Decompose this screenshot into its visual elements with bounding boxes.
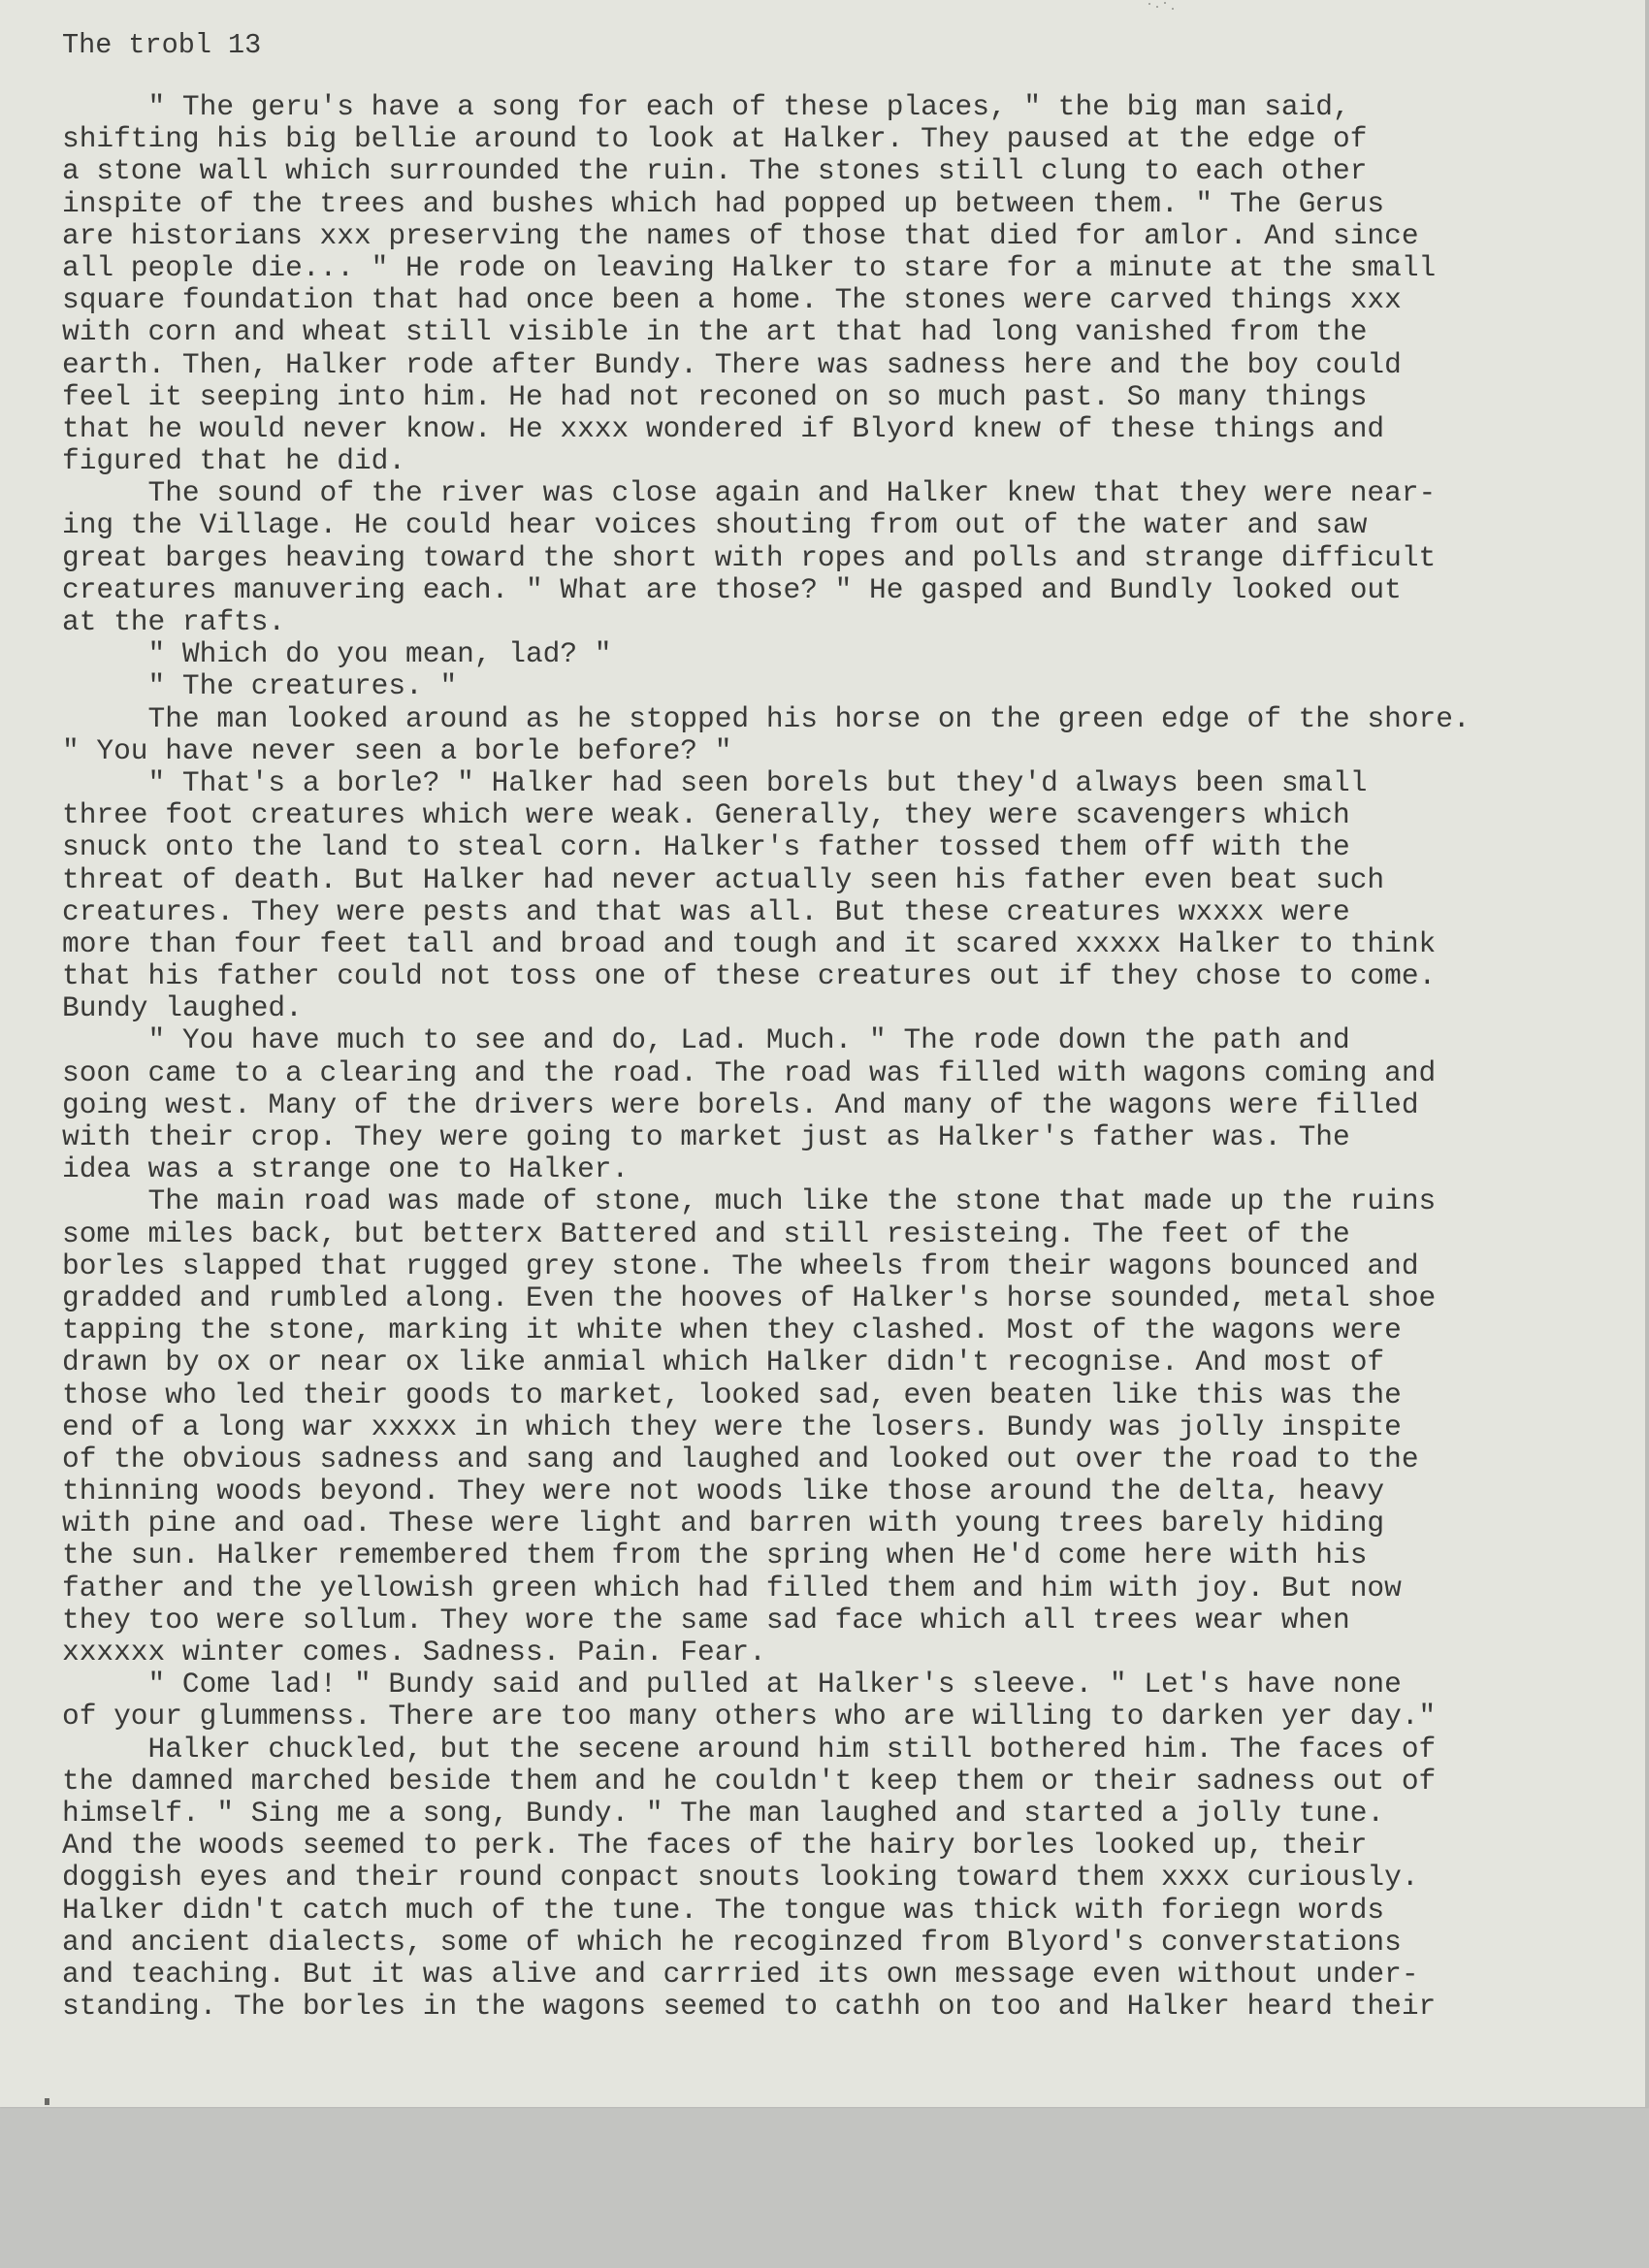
text-line: tapping the stone, marking it white when they clashed. Most of the wagons were xyxy=(62,1313,1402,1347)
page-header: The trobl 13 xyxy=(62,29,262,61)
text-line: drawn by ox or near ox like anmial which Halker didn't recognise. And most of xyxy=(62,1345,1385,1379)
text-line: some miles back, but betterx Battered and still resisteing. The feet of the xyxy=(62,1216,1350,1250)
text-line: with pine and oad. These were light and barren with young trees barely hiding xyxy=(62,1507,1385,1540)
text-line: three foot creatures which were weak. Generally, they were scavengers which xyxy=(62,798,1350,832)
text-line: end of a long war xxxxx in which they were the losers. Bundy was jolly inspite xyxy=(62,1409,1402,1443)
text-line: that he would never know. He xxxx wondered if Blyord knew of these things and xyxy=(62,411,1385,445)
text-line: " The creatures. " xyxy=(62,669,458,703)
text-line: figured that he did. xyxy=(62,444,406,478)
text-line: " Which do you mean, lad? " xyxy=(62,637,612,671)
text-line: " The geru's have a song for each of these places, " the big man said, xyxy=(62,90,1350,123)
text-line: himself. " Sing me a song, Bundy. " The man laughed and started a jolly tune. xyxy=(62,1796,1385,1830)
text-line: The main road was made of stone, much like the stone that made up the ruins xyxy=(62,1184,1437,1218)
text-line: The man looked around as he stopped his horse on the green edge of the shore. xyxy=(62,701,1471,735)
text-line: creatures manuvering each. " What are those? " He gasped and Bundly looked out xyxy=(62,572,1402,606)
text-line: And the woods seemed to perk. The faces of the hairy borles looked up, their xyxy=(62,1829,1368,1863)
text-line: creatures. They were pests and that was all. But these creatures wxxxx were xyxy=(62,894,1350,928)
text-line: feel it seeping into him. He had not reconed on so much past. So many things xyxy=(62,379,1368,413)
text-line: with their crop. They were going to market just as Halker's father was. The xyxy=(62,1120,1350,1153)
text-line: square foundation that had once been a home. The stones were carved things xxx xyxy=(62,283,1402,317)
text-line: the damned marched beside them and he couldn't keep them or their sadness out of xyxy=(62,1764,1437,1798)
text-line: gradded and rumbled along. Even the hooves of Halker's horse sounded, metal shoe xyxy=(62,1280,1437,1314)
text-line: threat of death. But Halker had never actually seen his father even beat such xyxy=(62,862,1385,896)
text-line: more than four feet tall and broad and tough and it scared xxxxx Halker to think xyxy=(62,926,1437,960)
text-line: " That's a borle? " Halker had seen borels but they'd always been small xyxy=(62,765,1368,799)
text-line: idea was a strange one to Halker. xyxy=(62,1152,630,1186)
text-line: a stone wall which surrounded the ruin. The stones still clung to each other xyxy=(62,154,1368,188)
text-line: going west. Many of the drivers were borels. And many of the wagons were filled xyxy=(62,1087,1419,1121)
text-line: thinning woods beyond. They were not woods like those around the delta, heavy xyxy=(62,1474,1385,1508)
text-line: that his father could not toss one of these creatures out if they chose to come. xyxy=(62,959,1437,993)
text-line: borles slapped that rugged grey stone. The wheels from their wagons bounced and xyxy=(62,1248,1419,1282)
text-line: of the obvious sadness and sang and laughed and looked out over the road to the xyxy=(62,1442,1419,1475)
text-line: of your glummenss. There are too many others who are willing to darken yer day." xyxy=(62,1700,1437,1733)
text-line: soon came to a clearing and the road. The road was filled with wagons coming and xyxy=(62,1055,1437,1089)
text-line: those who led their goods to market, looked sad, even beaten like this was the xyxy=(62,1377,1402,1411)
text-line: xxxxxx winter comes. Sadness. Pain. Fear. xyxy=(62,1636,766,1669)
text-line: Halker chuckled, but the secene around him still bothered him. The faces of xyxy=(62,1732,1437,1766)
manuscript-body xyxy=(62,91,1471,2023)
text-line: the sun. Halker remembered them from the spring when He'd come here with his xyxy=(62,1539,1368,1572)
text-line: father and the yellowish green which had filled them and him with joy. But now xyxy=(62,1571,1402,1604)
text-line: Bundy laughed. xyxy=(62,991,303,1025)
text-line: and teaching. But it was alive and carrried its own message even without under- xyxy=(62,1957,1419,1991)
text-line: doggish eyes and their round conpact snouts looking toward them xxxx curiously. xyxy=(62,1861,1419,1895)
ink-mark xyxy=(45,2098,49,2105)
text-line: inspite of the trees and bushes which had popped up between them. " The Gerus xyxy=(62,186,1385,220)
text-line: ing the Village. He could hear voices shouting from out of the water and saw xyxy=(62,508,1368,542)
text-line: snuck onto the land to steal corn. Halker's father tossed them off with the xyxy=(62,830,1350,864)
text-line: " You have much to see and do, Lad. Much. " The rode down the path and xyxy=(62,1023,1350,1057)
text-line: great barges heaving toward the short with ropes and polls and strange difficult xyxy=(62,540,1437,574)
text-line: " You have never seen a borle before? " xyxy=(62,733,732,767)
text-line: they too were sollum. They wore the same sad face which all trees wear when xyxy=(62,1603,1350,1636)
text-line: all people die... " He rode on leaving Halker to stare for a minute at the small xyxy=(62,250,1437,284)
text-line: shifting his big bellie around to look at Halker. They paused at the edge of xyxy=(62,122,1368,156)
paper-specks xyxy=(1145,0,1183,14)
text-line: The sound of the river was close again and Halker knew that they were near- xyxy=(62,476,1437,510)
text-line: and ancient dialects, some of which he recoginzed from Blyord's converstations xyxy=(62,1925,1402,1959)
text-line: earth. Then, Halker rode after Bundy. There was sadness here and the boy could xyxy=(62,347,1402,381)
text-line: " Come lad! " Bundy said and pulled at Halker's sleeve. " Let's have none xyxy=(62,1668,1402,1701)
text-line: Halker didn't catch much of the tune. The tongue was thick with foriegn words xyxy=(62,1893,1385,1927)
text-line: with corn and wheat still visible in the art that had long vanished from the xyxy=(62,315,1368,349)
text-line: at the rafts. xyxy=(62,605,286,638)
text-line: are historians xxx preserving the names of those that died for amlor. And since xyxy=(62,218,1419,252)
text-line: standing. The borles in the wagons seemed to cathh on too and Halker heard their xyxy=(62,1990,1437,2024)
